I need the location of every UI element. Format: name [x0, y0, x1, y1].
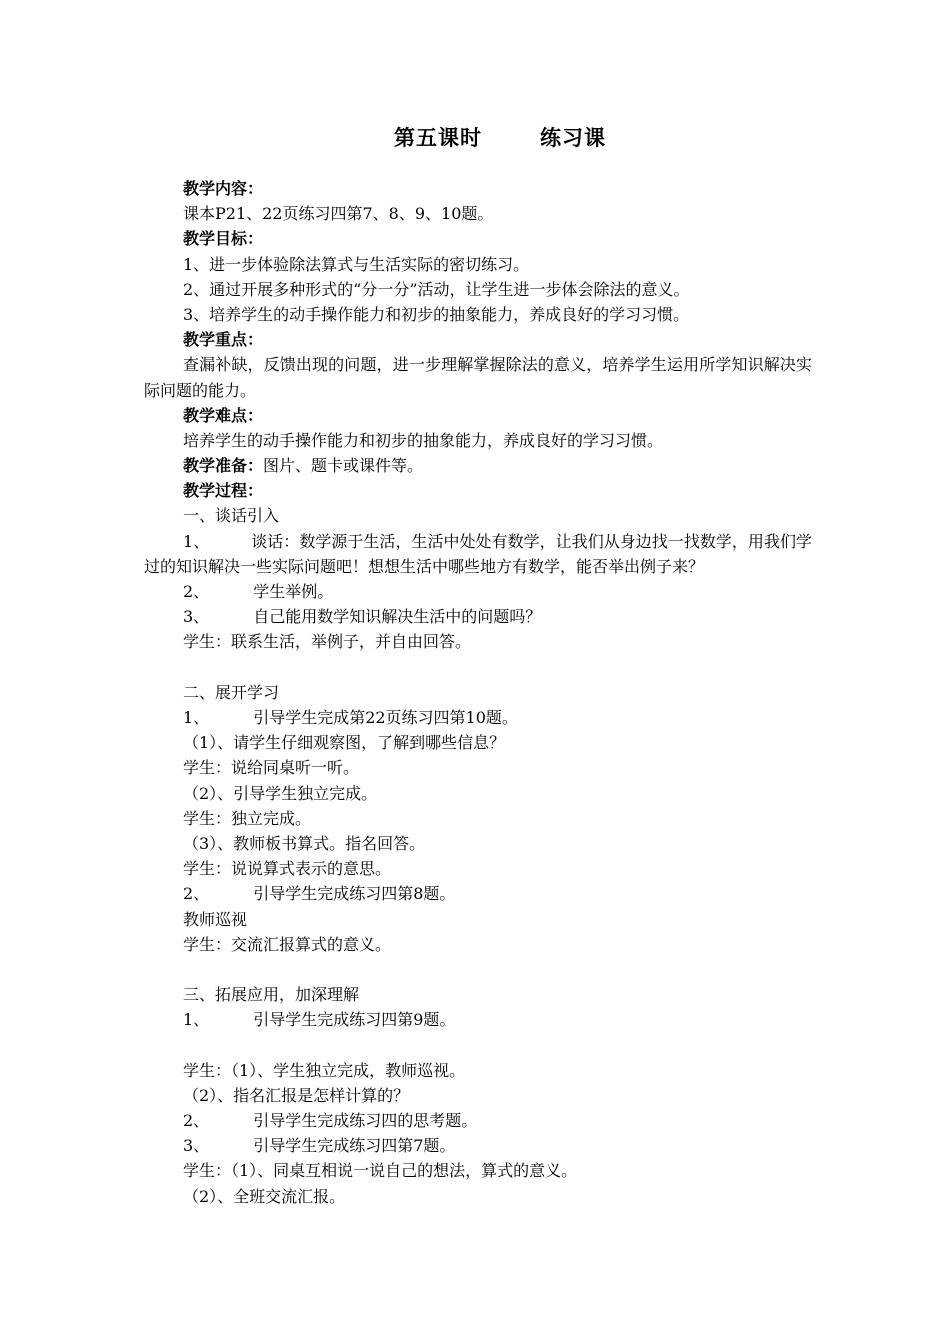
section-3-item-3-student: 学生：（1）、同桌互相说一说自己的想法，算式的意义。: [183, 1161, 578, 1181]
section-3-title: 三、拓展应用，加深理解: [183, 985, 360, 1005]
item-text: 谈话：数学源于生活，生活中处处有数学，让我们从身边找一找数学，用我们学过的知识解决一些实际问题吧！想想生活中哪些地方有数学，能否举出例子来？: [144, 531, 812, 576]
heading-content: 教学内容：: [183, 179, 264, 198]
title-lesson: 第五课时: [394, 125, 482, 150]
section-2-teacher: 教师巡视: [183, 909, 248, 929]
item-number: 2、: [183, 582, 210, 602]
section-1-title: 一、谈话引入: [183, 506, 280, 526]
section-1-item-2: [144, 579, 812, 604]
section-2-sub-b-student: 学生：独立完成。: [183, 808, 312, 828]
document-title: [0, 122, 950, 152]
heading-process: 教学过程：: [183, 481, 264, 501]
section-2-sub-c: （3）、教师板书算式。指名回答。: [183, 833, 426, 853]
item-text: 引导学生完成练习四第9题。: [253, 1010, 456, 1030]
section-2-title: 二、展开学习: [183, 682, 280, 702]
heading-prep: 教学准备：: [183, 456, 264, 476]
section-2-sub-c-student: 学生：说说算式表示的意思。: [183, 859, 392, 879]
item-number: 1、: [183, 708, 210, 727]
heading-goals: 教学目标：: [183, 229, 264, 249]
item-number: 1、: [183, 1010, 210, 1030]
text-goal-2: 2、通过开展多种形式的“分一分”活动，让学生进一步体会除法的意义。: [183, 279, 690, 299]
text-key-point: 查漏补缺，反馈出现的问题，进一步理解掌握除法的意义，培养学生运用所学知识解决实际问题的能力。: [144, 355, 812, 400]
section-3-item-1-sub-b: （2）、指名汇报是怎样计算的？: [183, 1085, 410, 1105]
section-3-item-3-sub-b: （2）、全班交流汇报。: [183, 1186, 346, 1206]
item-text: 引导学生完成练习四的思考题。: [253, 1111, 478, 1130]
section-2-item-2: [144, 881, 812, 906]
section-3-item-2: [144, 1108, 812, 1133]
section-1-item-1: [144, 529, 812, 579]
item-text: 学生举例。: [253, 582, 334, 602]
item-text: 引导学生完成练习四第8题。: [253, 884, 456, 904]
text-content: 课本P21、22页练习四第7、8、9、10题。: [183, 204, 494, 224]
section-3-item-1-student: 学生：（1）、学生独立完成，教师巡视。: [183, 1060, 466, 1080]
item-text: 引导学生完成练习四第7题。: [253, 1136, 456, 1156]
section-2-sub-a: （1）、请学生仔细观察图，了解到哪些信息？: [183, 733, 506, 753]
item-text: 自己能用数学知识解决生活中的问题吗？: [253, 607, 542, 627]
section-3-item-1: [144, 1007, 812, 1032]
text-prep: 图片、题卡或课件等。: [263, 456, 424, 476]
text-goal-1: 1、进一步体验除法算式与生活实际的密切练习。: [183, 254, 530, 274]
heading-key-point: 教学重点：: [183, 330, 264, 350]
section-1-item-3: [144, 604, 812, 629]
item-number: 3、: [183, 1136, 210, 1156]
item-number: 1、: [183, 531, 210, 551]
text-difficulty: 培养学生的动手操作能力和初步的抽象能力，养成良好的学习习惯。: [183, 430, 664, 450]
item-text: 引导学生完成第22页练习四第10题。: [253, 708, 518, 727]
section-3-item-3: [144, 1133, 812, 1158]
item-number: 2、: [183, 884, 210, 904]
item-number: 2、: [183, 1111, 210, 1130]
prep-line: [144, 453, 812, 478]
section-1-student: 学生：联系生活，举例子，并自由回答。: [183, 632, 472, 652]
section-2-item-1: [144, 705, 812, 730]
section-2-sub-a-student: 学生：说给同桌听一听。: [183, 758, 360, 778]
title-type: 练习课: [540, 125, 606, 150]
item-number: 3、: [183, 607, 210, 627]
document-body: [144, 176, 812, 1209]
heading-difficulty: 教学难点：: [183, 405, 264, 425]
section-2-student: 学生：交流汇报算式的意义。: [183, 934, 392, 954]
section-2-sub-b: （2）、引导学生独立完成。: [183, 783, 378, 803]
text-goal-3: 3、培养学生的动手操作能力和初步的抽象能力，养成良好的学习习惯。: [183, 304, 690, 324]
